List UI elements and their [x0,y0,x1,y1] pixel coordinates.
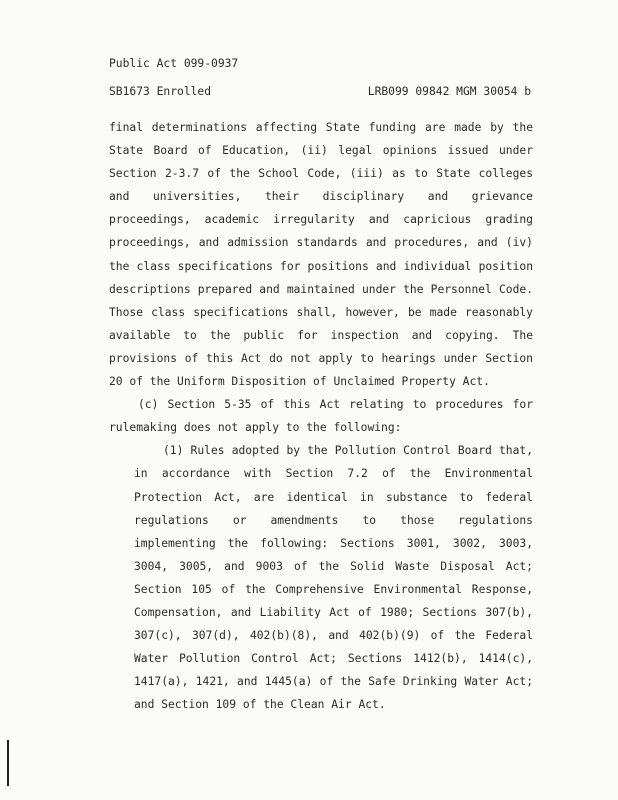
paragraph: final determinations affecting State funding are made by the State Board of Education, (ii) legal opinions issued under Section 2-3.7 of the School Code, (iii) as to State colleges and universities, their disciplinary and grievance proceedings, academic irregularity and capricious grading proceedings, and admission standards and procedures, and (iv) the class specifications for positions and individual position descriptions prepared and maintained under the Personnel Code. Those class specifications shall, however, be made reasonably available to the public for inspection and copying. The provisions of this Act do not apply to hearings under Section 20 of the Uniform Disposition of Unclaimed Property Act. [109,121,533,389]
public-act-number: Public Act 099-0937 [109,57,239,70]
bill-number: SB1673 Enrolled [109,85,212,98]
paragraph: (1) Rules adopted by the Pollution Control Board that, in accordance with Section 7.2 of the Environmental Protection Act, are identical in substance to federal regulations or amendments to those regulations implementing the following: Sections 3001, 3002, 3003, 3004, 3005, and 9003 of the Solid Waste Disposal Act; Section 105 of the Comprehensive Environmental Response, Compensation, and Liability Act of 1980; Sections 307(b), 307(c), 307(d), 402(b)(8), and 402(b)(9) of the Federal Water Pollution Control Act; Sections 1412(b), 1414(c), 1417(a), 1421, and 1445(a) of the Safe Drinking Water Act; and Section 109 of the Clean Air Act. [134,444,533,712]
revision-margin-bar [7,740,9,786]
lrb-code: LRB099 09842 MGM 30054 b [367,85,531,98]
paragraph: (c) Section 5-35 of this Act relating to procedures for rulemaking does not apply to the following: [109,398,533,435]
document-body [109,116,533,716]
